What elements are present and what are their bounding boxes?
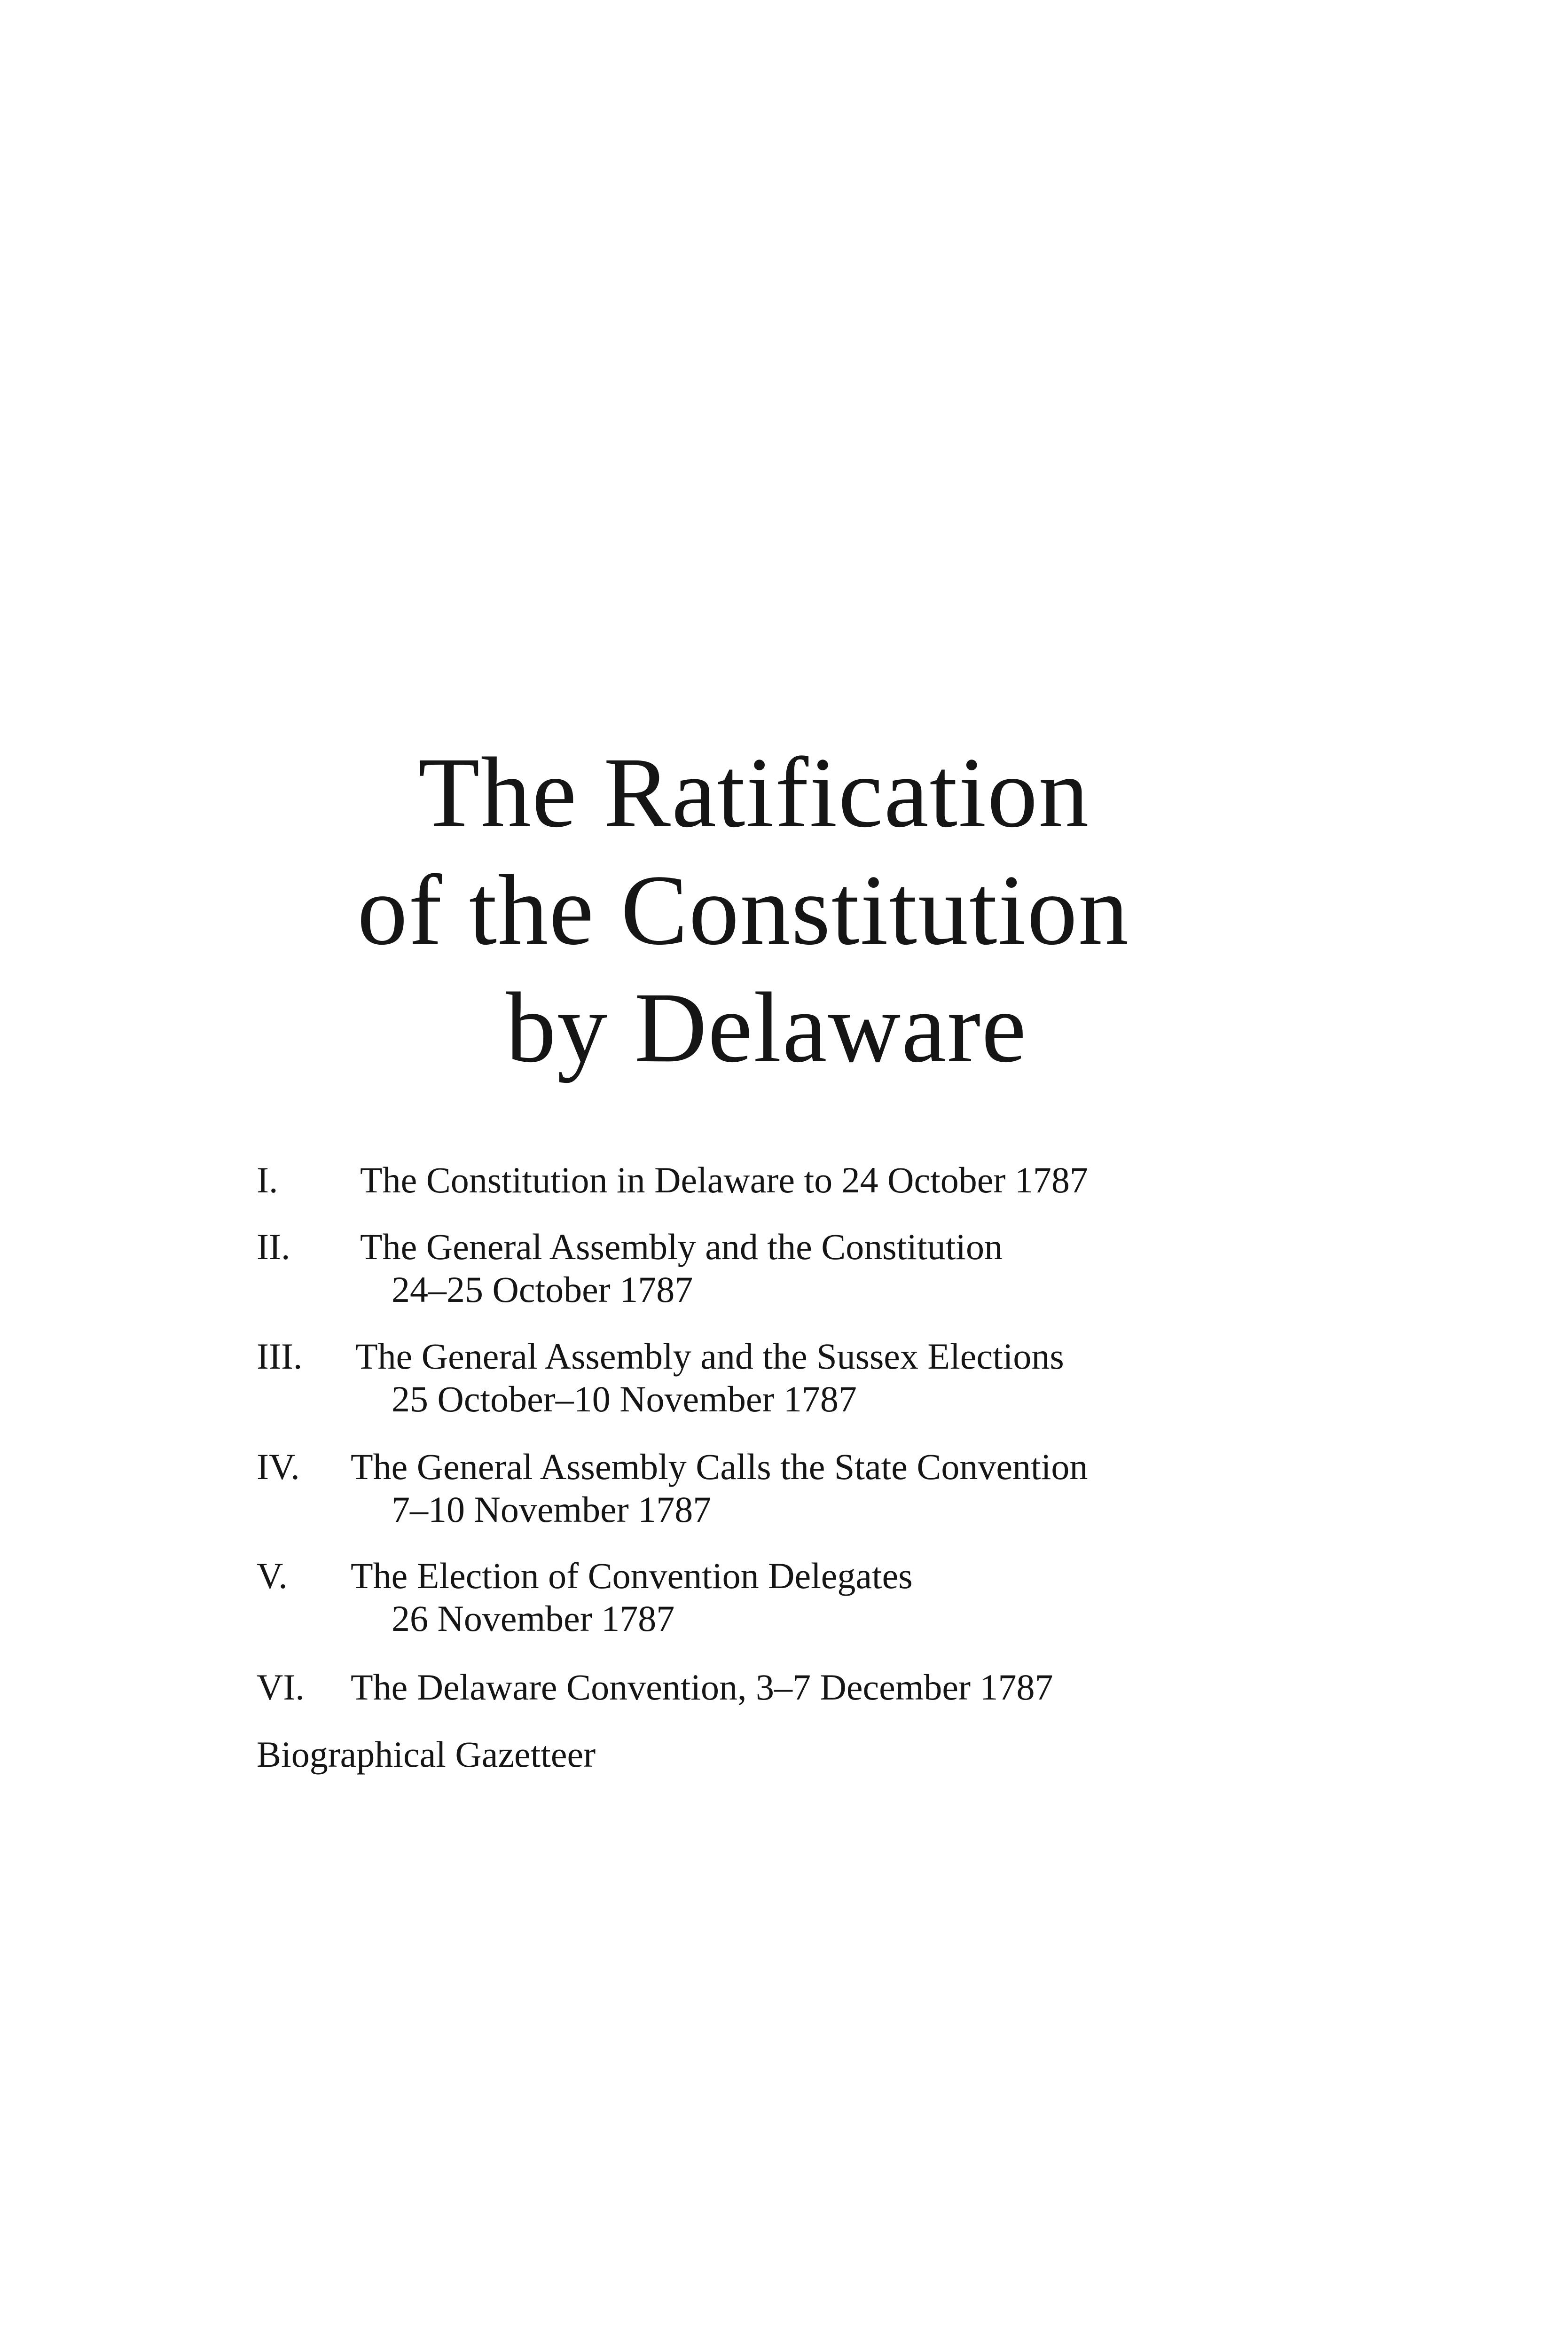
title-line-3: by Delaware (506, 972, 1027, 1083)
entry-title: The Election of Convention Delegates (351, 1555, 913, 1596)
entry-numeral: II. (257, 1226, 290, 1267)
entry-subtitle: 7–10 November 1787 (392, 1489, 712, 1530)
entry-title: The General Assembly Calls the State Convention (351, 1446, 1088, 1487)
entry-subtitle: 26 November 1787 (392, 1598, 675, 1639)
entry-title: The Constitution in Delaware to 24 October 1787 (360, 1159, 1088, 1200)
entry-title: The General Assembly and the Constitution (360, 1226, 1003, 1267)
entry-numeral: VI. (257, 1667, 305, 1708)
entry-numeral: III. (257, 1336, 303, 1377)
entry-numeral: IV. (257, 1446, 300, 1487)
biographical-gazetteer-entry: Biographical Gazetteer (257, 1734, 596, 1775)
title-line-1: The Ratification (418, 737, 1090, 848)
entry-subtitle: 24–25 October 1787 (392, 1269, 693, 1310)
entry-numeral: I. (257, 1159, 278, 1200)
entry-numeral: V. (257, 1555, 288, 1596)
title-line-2: of the Constitution (357, 854, 1129, 966)
entry-subtitle: 25 October–10 November 1787 (392, 1379, 857, 1419)
entry-title: The General Assembly and the Sussex Elections (355, 1336, 1064, 1377)
entry-title: The Delaware Convention, 3–7 December 1787 (351, 1667, 1053, 1708)
